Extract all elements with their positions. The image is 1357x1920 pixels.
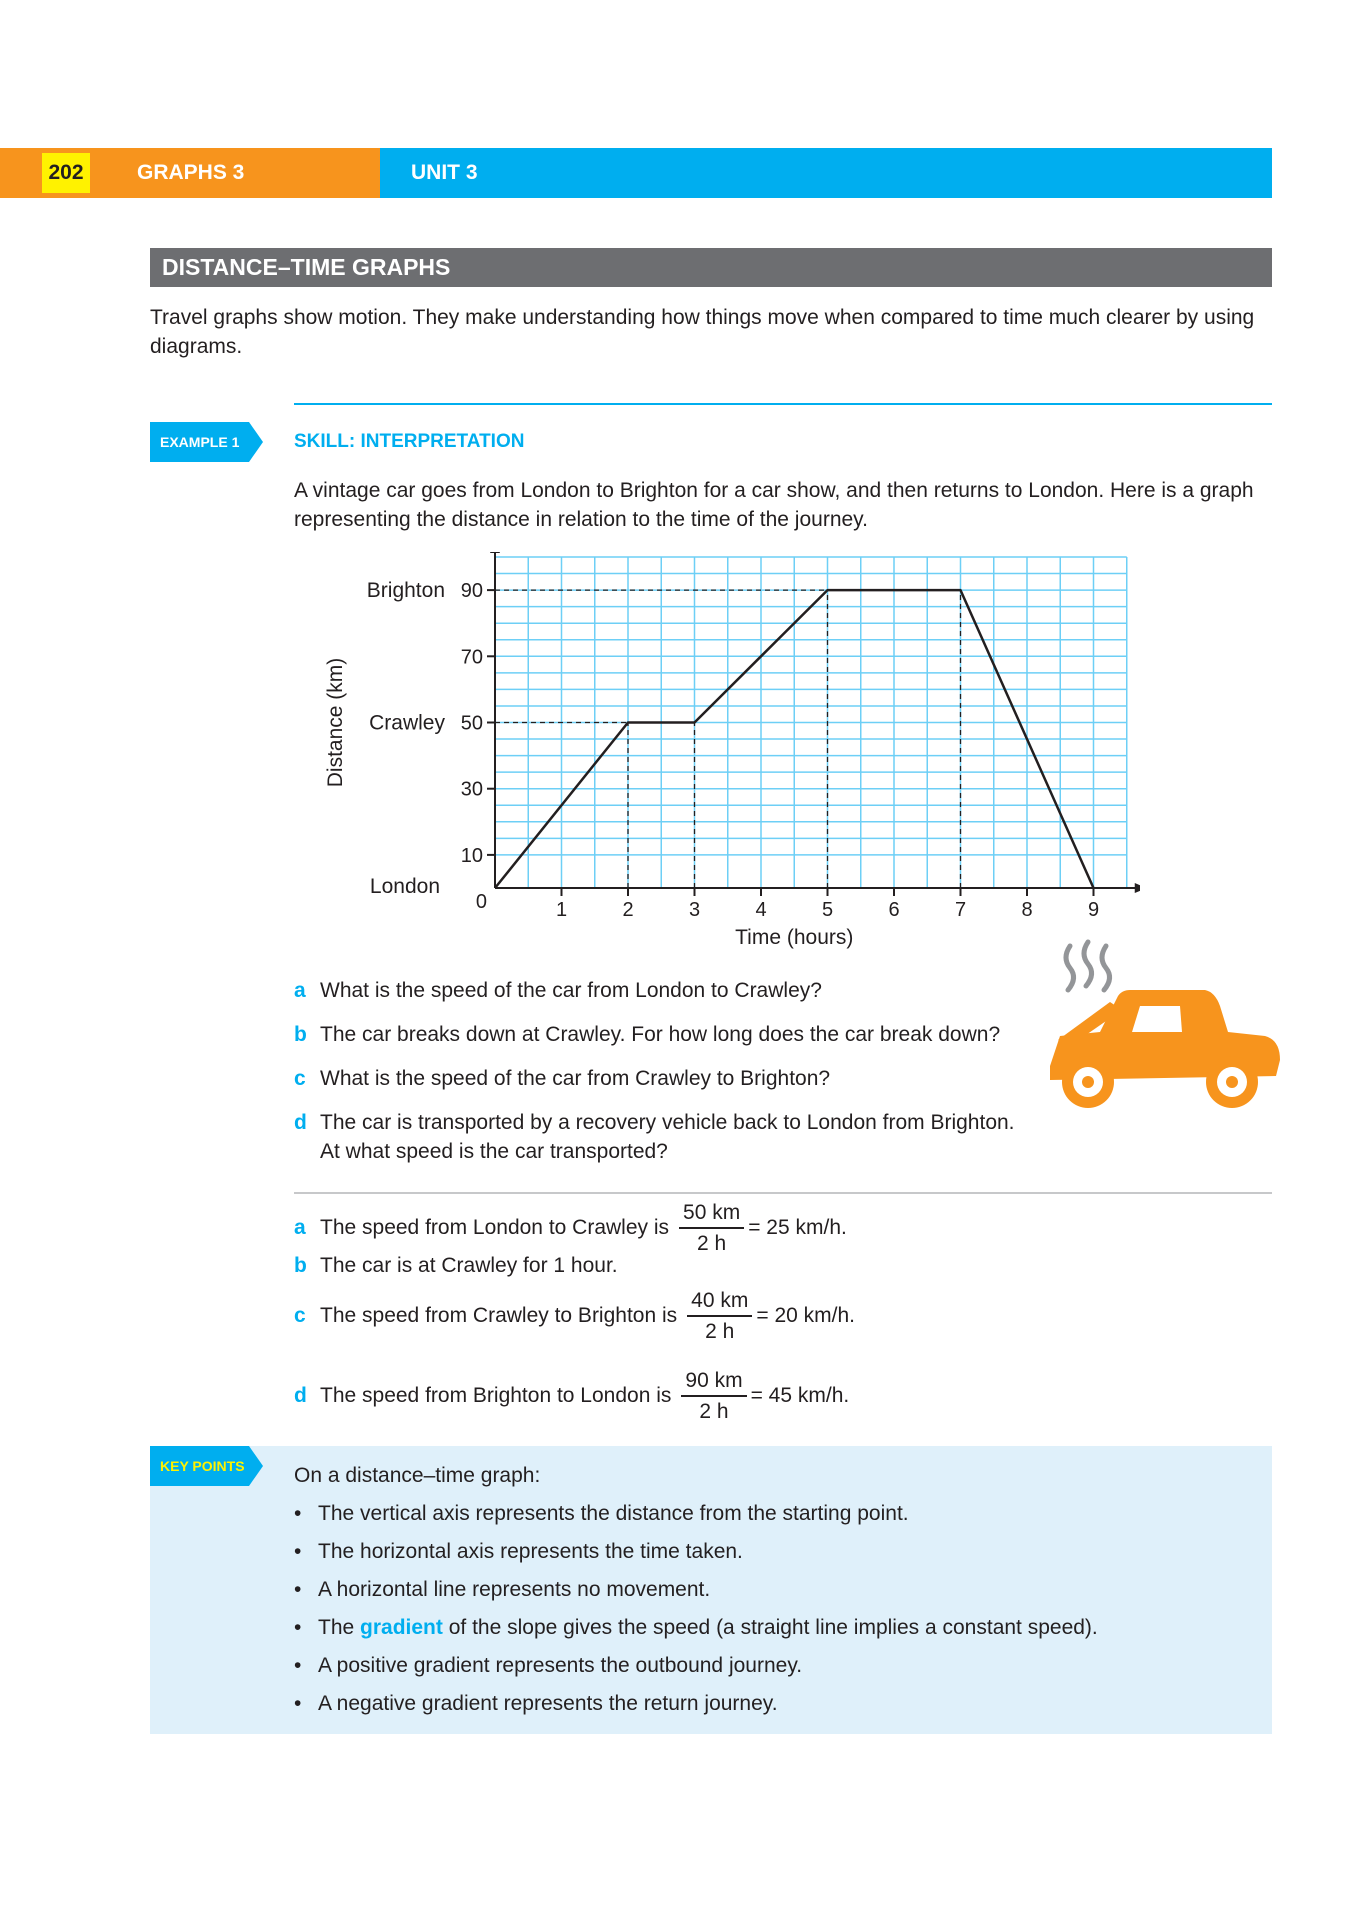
- answer-result: = 45 km/h.: [750, 1384, 850, 1407]
- y-tick-label: 70: [460, 646, 483, 669]
- example-top-rule: [294, 403, 1272, 405]
- key-points-intro: On a distance–time graph:: [294, 1464, 541, 1487]
- answer-result: = 20 km/h.: [756, 1304, 855, 1327]
- section-intro: Travel graphs show motion. They make understanding how things move when compared to time much clearer by using diagrams.: [150, 306, 1255, 358]
- fraction-denominator: 2 h: [705, 1319, 735, 1343]
- answer-d: [294, 1366, 849, 1426]
- place-label: Crawley: [369, 711, 445, 735]
- key-point-text: The: [318, 1616, 355, 1639]
- question-c: [294, 1064, 1194, 1093]
- bullet: •: [294, 1502, 302, 1525]
- key-point-item: [294, 1499, 909, 1528]
- example-tag: EXAMPLE 1: [150, 422, 249, 462]
- place-label: London: [369, 875, 440, 898]
- key-point-text: The horizontal axis represents the time taken.: [318, 1540, 743, 1563]
- key-point-item: [294, 1537, 743, 1566]
- answer-b: [294, 1246, 618, 1286]
- answer-fraction: [679, 1200, 744, 1257]
- key-point-item: [294, 1689, 778, 1718]
- answer-c: [294, 1286, 855, 1346]
- key-point-text: A positive gradient represents the outbound journey.: [318, 1654, 803, 1677]
- chapter-title: GRAPHS 3: [137, 161, 245, 184]
- answer-letter: a: [294, 1216, 306, 1239]
- answer-text: The speed from Crawley to Brighton is: [320, 1304, 678, 1327]
- place-label: Brighton: [366, 579, 445, 603]
- section-title: DISTANCE–TIME GRAPHS: [162, 254, 451, 280]
- bullet: •: [294, 1654, 302, 1677]
- answer-text: The speed from Brighton to London is: [320, 1384, 672, 1407]
- question-a: [294, 976, 1194, 1005]
- fraction-numerator: 90 km: [681, 1368, 746, 1397]
- y-axis-arrow: [490, 552, 500, 553]
- key-point-item: [294, 1613, 1098, 1642]
- x-tick-label: 8: [1021, 899, 1033, 921]
- answer-text: The car is at Crawley for 1 hour.: [320, 1254, 618, 1277]
- question-d: [294, 1108, 1194, 1166]
- y-tick-label: 30: [460, 778, 483, 801]
- y-axis-label: Distance (km): [324, 657, 347, 788]
- key-points-tag: KEY POINTS: [150, 1446, 249, 1486]
- key-points-tag-arrow: [249, 1446, 263, 1486]
- question-letter: b: [294, 1023, 307, 1046]
- key-point-text: of the slope gives the speed (a straight line implies a constant speed).: [448, 1616, 1098, 1639]
- answer-letter: b: [294, 1254, 307, 1277]
- question-text: The car is transported by a recovery vehicle back to London from Brighton.: [320, 1111, 1015, 1134]
- answer-text: The speed from London to Crawley is: [320, 1216, 670, 1239]
- x-tick-label: 3: [688, 899, 701, 921]
- x-tick-label: 2: [622, 899, 634, 921]
- answer-letter: d: [294, 1384, 307, 1407]
- y-tick-label: 90: [460, 580, 483, 603]
- page-number: 202: [42, 153, 90, 193]
- bullet: •: [294, 1578, 302, 1601]
- y-tick-label: 50: [460, 712, 483, 735]
- answer-fraction: [681, 1368, 746, 1425]
- x-axis-label: Time (hours): [735, 926, 854, 949]
- key-point-item: [294, 1651, 802, 1680]
- bullet: •: [294, 1616, 302, 1639]
- key-point-text: A negative gradient represents the return journey.: [318, 1692, 778, 1715]
- x-tick-label: 9: [1087, 899, 1100, 921]
- bullet: •: [294, 1540, 302, 1563]
- x-tick-label: 5: [821, 899, 834, 921]
- distance-time-graph: [320, 552, 1140, 952]
- question-text: What is the speed of the car from London to Crawley?: [320, 979, 822, 1002]
- answer-result: = 25 km/h.: [748, 1216, 847, 1239]
- key-point-text: The vertical axis represents the distance from the starting point.: [318, 1502, 909, 1525]
- question-text: The car breaks down at Crawley. For how long does the car break down?: [320, 1023, 1001, 1046]
- answer-fraction: [687, 1288, 752, 1345]
- key-point-item: [294, 1575, 710, 1604]
- fraction-numerator: 50 km: [679, 1200, 744, 1229]
- origin-label: 0: [475, 891, 487, 913]
- question-letter: a: [294, 979, 306, 1002]
- bullet: •: [294, 1692, 302, 1715]
- key-point-text: A horizontal line represents no movement.: [318, 1578, 711, 1601]
- question-b: [294, 1020, 1194, 1049]
- fraction-numerator: 40 km: [687, 1288, 752, 1317]
- x-axis-arrow: [1135, 883, 1140, 893]
- question-letter: c: [294, 1067, 306, 1090]
- unit-title: UNIT 3: [411, 161, 478, 184]
- question-text-line2: At what speed is the car transported?: [320, 1140, 668, 1163]
- gradient-term: gradient: [360, 1616, 443, 1639]
- example-problem: A vintage car goes from London to Brighton for a car show, and then returns to London. Here is a graph representing the distance in relation to the time of the journey.: [294, 479, 1254, 531]
- fraction-denominator: 2 h: [697, 1231, 727, 1255]
- x-tick-label: 4: [755, 899, 767, 921]
- y-tick-label: 10: [460, 844, 483, 867]
- question-text: What is the speed of the car from Crawley to Brighton?: [320, 1067, 831, 1090]
- x-tick-label: 7: [954, 899, 967, 921]
- answer-letter: c: [294, 1304, 306, 1327]
- fraction-denominator: 2 h: [699, 1399, 729, 1423]
- question-letter: d: [294, 1111, 307, 1134]
- x-tick-label: 6: [888, 899, 900, 921]
- example-tag-arrow: [249, 422, 263, 462]
- skill-label: SKILL: INTERPRETATION: [294, 431, 525, 452]
- x-tick-label: 1: [555, 899, 568, 921]
- header-band-unit: [380, 148, 1272, 198]
- answers-rule: [294, 1192, 1272, 1194]
